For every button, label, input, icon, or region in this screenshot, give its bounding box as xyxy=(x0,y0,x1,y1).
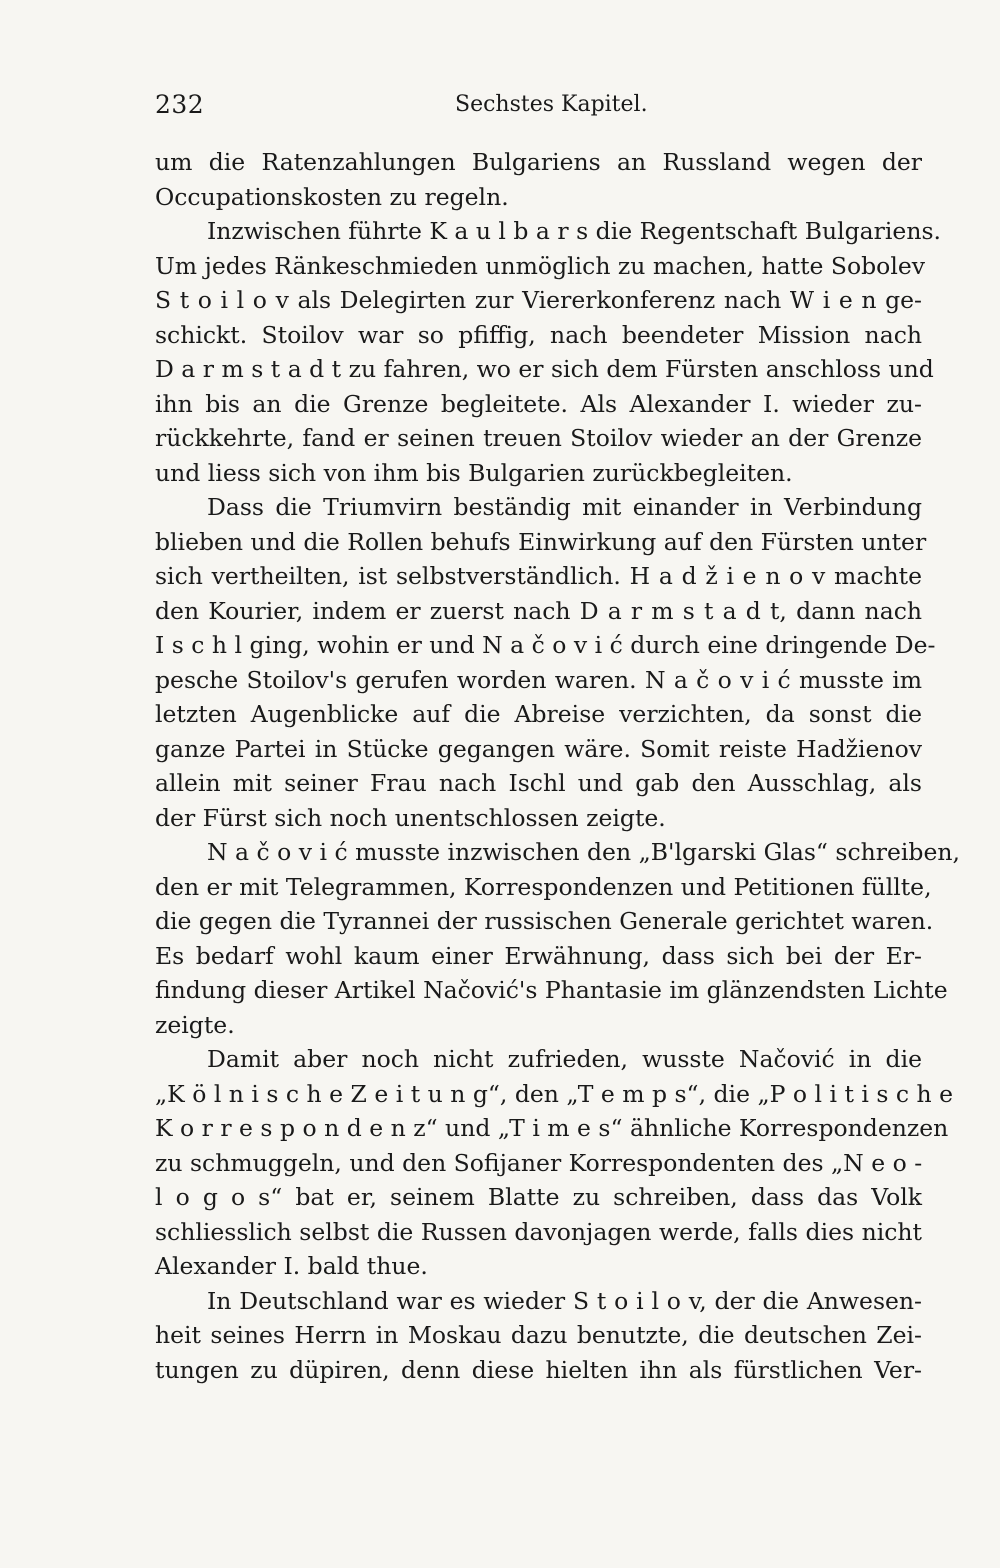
text-line: Dass die Triumvirn beständig mit einander in Verbindung xyxy=(207,493,922,521)
text-line: D a r m s t a d t zu fahren, wo er sich dem Fürsten anschloss und xyxy=(155,355,934,383)
text-line: findung dieser Artikel Načović's Phantasie im glänzendsten Lichte xyxy=(155,976,948,1004)
text-line: Um jedes Ränkeschmieden unmöglich zu machen, hatte Sobolev xyxy=(155,251,926,280)
text-line: schliesslich selbst die Russen davonjagen werde, falls dies nicht xyxy=(155,1217,922,1246)
text-line: l o g o s“ bat er, seinem Blatte zu schreiben, dass das Volk xyxy=(155,1183,922,1211)
text-line: Alexander I. bald thue. xyxy=(155,1252,428,1280)
text-line: den er mit Telegrammen, Korrespondenzen und Petitionen füllte, xyxy=(155,872,932,901)
running-head: Sechstes Kapitel. xyxy=(455,92,648,117)
body-text xyxy=(155,145,960,1387)
text-line: N a č o v i ć musste inzwischen den „B'lgarski Glas“ schreiben, xyxy=(207,838,960,866)
text-line: schickt. Stoilov war so pfiffig, nach beendeter Mission nach xyxy=(155,320,922,349)
text-line: zu schmuggeln, und den Sofijaner Korrespondenten des „N e o - xyxy=(155,1148,923,1177)
text-line: I s c h l ging, wohin er und N a č o v i ć durch eine dringende De- xyxy=(155,631,936,659)
text-line: Occupationskosten zu regeln. xyxy=(155,182,509,211)
text-line: rückkehrte, fand er seinen treuen Stoilov wieder an der Grenze xyxy=(155,424,922,452)
text-line: allein mit seiner Frau nach Ischl und gab den Ausschlag, als xyxy=(155,769,922,797)
text-line: ganze Partei in Stücke gegangen wäre. Somit reiste Hadžienov xyxy=(155,734,922,763)
text-line: Inzwischen führte K a u l b a r s die Regentschaft Bulgariens. xyxy=(207,217,941,245)
text-line: um die Ratenzahlungen Bulgariens an Russland wegen der xyxy=(155,148,922,176)
text-line: K o r r e s p o n d e n z“ und „T i m e s“ ähnliche Korrespondenzen xyxy=(155,1114,949,1142)
text-line: zeigte. xyxy=(155,1010,235,1039)
text-line: Es bedarf wohl kaum einer Erwähnung, dass sich bei der Er- xyxy=(155,941,922,970)
text-line: S t o i l o v als Delegirten zur Viererkonferenz nach W i e n ge- xyxy=(155,286,922,314)
text-line: pesche Stoilov's gerufen worden waren. N a č o v i ć musste im xyxy=(155,665,922,694)
text-line: sich vertheilten, ist selbstverständlich. H a d ž i e n o v machte xyxy=(155,562,922,590)
page-number: 232 xyxy=(155,90,205,119)
text-line: die gegen die Tyrannei der russischen Generale gerichtet waren. xyxy=(155,907,934,935)
text-line: Damit aber noch nicht zufrieden, wusste Načović in die xyxy=(207,1045,922,1073)
text-line: letzten Augenblicke auf die Abreise verzichten, da sonst die xyxy=(155,700,922,728)
text-line: tungen zu düpiren, denn diese hielten ihn als fürstlichen Ver- xyxy=(155,1355,922,1384)
text-line: blieben und die Rollen behufs Einwirkung auf den Fürsten unter xyxy=(155,527,927,556)
text-line: der Fürst sich noch unentschlossen zeigte. xyxy=(155,803,666,832)
page-header xyxy=(155,90,922,126)
text-line: In Deutschland war es wieder S t o i l o v, der die Anwesen- xyxy=(207,1286,922,1315)
text-line: ihn bis an die Grenze begleitete. Als Alexander I. wieder zu- xyxy=(155,389,922,418)
text-line: den Kourier, indem er zuerst nach D a r m s t a d t, dann nach xyxy=(155,596,922,625)
text-line: „K ö l n i s c h e Z e i t u n g“, den „T e m p s“, die „P o l i t i s c h e xyxy=(155,1079,954,1108)
text-line: und liess sich von ihm bis Bulgarien zurückbegleiten. xyxy=(155,458,793,487)
text-line: heit seines Herrn in Moskau dazu benutzte, die deutschen Zei- xyxy=(155,1321,922,1349)
